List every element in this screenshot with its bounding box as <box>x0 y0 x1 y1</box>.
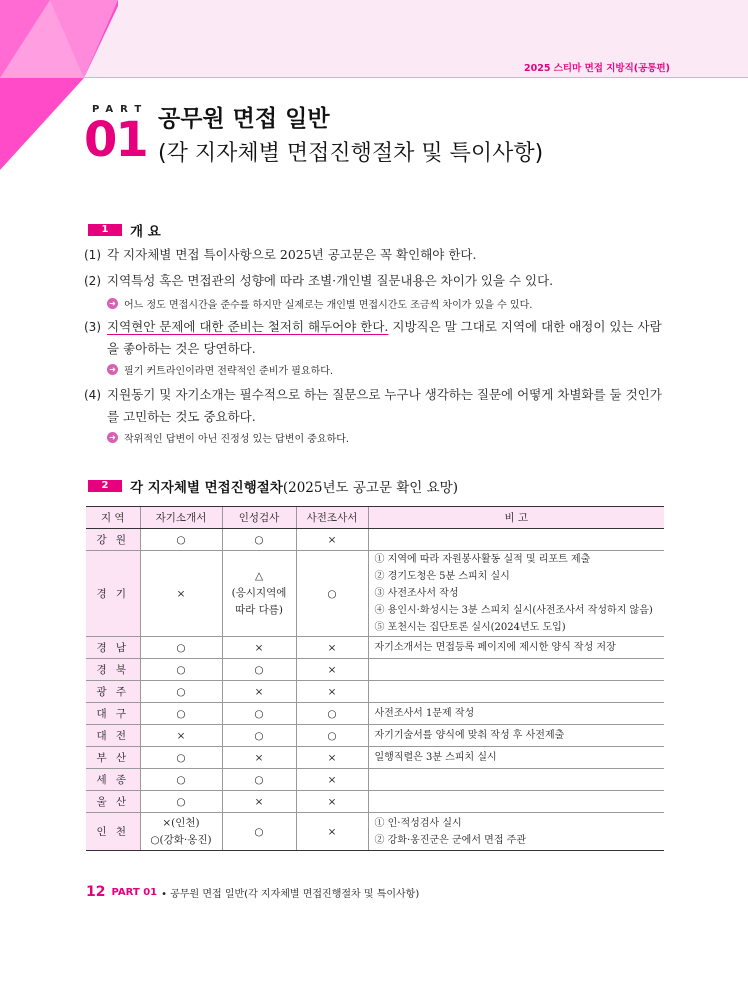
item-text-emphasis: 지역현안 문제에 대한 준비는 철저히 해두어야 한다. <box>107 319 389 334</box>
note <box>107 296 532 311</box>
cell-remarks-line: ③ 사전조사서 작성 <box>374 588 459 599</box>
note <box>107 430 349 445</box>
cell-remarks-line: ④ 용인시·화성시는 3분 스피치 실시(사전조사서 작성하지 않음) <box>374 605 653 616</box>
cell-personality: ○ <box>222 659 296 681</box>
arrow-icon: ➜ <box>107 432 118 443</box>
cell-remarks <box>368 813 664 851</box>
col-header-intro: 자기소개서 <box>140 507 222 529</box>
cell-intro: ○ <box>140 791 222 813</box>
cell-personality-line: (응시지역에 <box>231 587 287 599</box>
cell-region: 대 전 <box>86 725 140 747</box>
cell-intro: × <box>140 725 222 747</box>
cell-personality <box>222 551 296 637</box>
footer-part: PART 01 <box>111 886 158 898</box>
cell-remarks <box>368 551 664 637</box>
note-text: 어느 정도 면접시간을 준수를 하지만 실제로는 개인별 면접시간도 조금씩 차이가 있을 수 있다. <box>124 300 533 311</box>
cell-personality: × <box>222 747 296 769</box>
cell-region: 대 구 <box>86 703 140 725</box>
running-title: 2025 스티마 면접 지방직(공통편) <box>524 63 670 74</box>
cell-region: 부 산 <box>86 747 140 769</box>
arrow-icon: ➜ <box>107 364 118 375</box>
cell-region: 강 원 <box>86 529 140 551</box>
cell-remarks-line: 자기소개서는 면접등록 페이지에 제시한 양식 작성 저장 <box>374 642 616 653</box>
table-header-row <box>86 507 664 529</box>
cell-intro: ○ <box>140 529 222 551</box>
cell-personality-line: △ <box>254 570 264 582</box>
section-badge: 2 <box>88 480 122 492</box>
cell-region: 울 산 <box>86 791 140 813</box>
cell-region: 인 천 <box>86 813 140 851</box>
cell-remarks-line: 자기기술서를 양식에 맞춰 작성 후 사전제출 <box>374 730 565 741</box>
cell-intro-line: ×(인천) <box>162 816 200 829</box>
part-number: 01 <box>84 112 147 168</box>
cell-personality: ○ <box>222 703 296 725</box>
cell-personality: × <box>222 637 296 659</box>
table-row <box>86 791 664 813</box>
list-item <box>84 384 664 428</box>
cell-intro: ○ <box>140 747 222 769</box>
cell-remarks <box>368 703 664 725</box>
item-number: (1) <box>84 248 101 262</box>
cell-remarks-line: ⑤ 포천시는 집단토론 실시(2024년도 도입) <box>374 622 566 633</box>
cell-survey: × <box>296 769 368 791</box>
section-title: 각 지자체별 면접진행절차 <box>130 480 283 496</box>
cell-remarks <box>368 725 664 747</box>
cell-personality: × <box>222 791 296 813</box>
table-row <box>86 769 664 791</box>
page-number: 12 <box>86 884 106 900</box>
header-rule <box>0 77 748 78</box>
arrow-icon: ➜ <box>107 298 118 309</box>
cell-personality: ○ <box>222 725 296 747</box>
cell-remarks-line: ② 경기도청은 5분 스피치 실시 <box>374 571 510 582</box>
cell-intro: ○ <box>140 769 222 791</box>
item-text: 지역특성 혹은 면접관의 성향에 따라 조별·개인별 질문내용은 차이가 있을 수 있다. <box>107 273 554 288</box>
section-1-heading <box>88 220 161 240</box>
cell-survey: × <box>296 681 368 703</box>
item-text: 지방직은 말 그대로 지역에 대한 애정이 있는 사람을 좋아하는 것은 당연하다. <box>107 319 662 356</box>
cell-remarks <box>368 681 664 703</box>
page-footer <box>86 884 419 900</box>
table-row <box>86 747 664 769</box>
cell-personality: × <box>222 681 296 703</box>
cell-survey: × <box>296 813 368 851</box>
item-text: 각 지자체별 면접 특이사항으로 2025년 공고문은 꼭 확인해야 한다. <box>107 247 477 262</box>
cell-intro: ○ <box>140 637 222 659</box>
note <box>107 362 333 377</box>
cell-remarks <box>368 791 664 813</box>
table-row <box>86 551 664 637</box>
cell-remarks <box>368 747 664 769</box>
footer-text: • 공무원 면접 일반(각 지자체별 면접진행절차 및 특이사항) <box>161 888 420 900</box>
cell-remarks-line: ① 인·적성검사 실시 <box>374 817 462 829</box>
section-title: 개 요 <box>130 224 161 240</box>
cell-region: 광 주 <box>86 681 140 703</box>
cell-remarks <box>368 637 664 659</box>
cell-intro <box>140 813 222 851</box>
table-row <box>86 659 664 681</box>
cell-remarks-line: 사전조사서 1문제 작성 <box>374 708 475 719</box>
cell-personality: ○ <box>222 813 296 851</box>
note-text: 작위적인 답변이 아닌 진정성 있는 답변이 중요하다. <box>124 434 350 445</box>
cell-survey: × <box>296 659 368 681</box>
table-row <box>86 725 664 747</box>
cell-remarks <box>368 769 664 791</box>
section-2-heading <box>88 476 458 496</box>
part-label: PART <box>92 104 149 115</box>
cell-survey: ○ <box>296 703 368 725</box>
list-item <box>84 270 664 292</box>
cell-survey: × <box>296 791 368 813</box>
table-row <box>86 637 664 659</box>
note-text: 필기 커트라인이라면 전략적인 준비가 필요하다. <box>124 366 334 377</box>
col-header-survey: 사전조사서 <box>296 507 368 529</box>
section-badge: 1 <box>88 224 122 236</box>
cell-intro: ○ <box>140 659 222 681</box>
table-row <box>86 681 664 703</box>
item-number: (3) <box>84 320 101 334</box>
table-row <box>86 813 664 851</box>
table-row <box>86 529 664 551</box>
cell-survey: × <box>296 529 368 551</box>
cell-personality-line: 따라 다름) <box>234 604 283 616</box>
cell-remarks-line: ② 강화·옹진군은 군에서 면접 주관 <box>374 834 526 846</box>
section-title-note: (2025년도 공고문 확인 요망) <box>282 480 458 496</box>
cell-region: 경 북 <box>86 659 140 681</box>
col-header-region: 지 역 <box>86 507 140 529</box>
cell-remarks <box>368 529 664 551</box>
cell-survey: ○ <box>296 725 368 747</box>
cell-remarks-line: 일행직렬은 3분 스피치 실시 <box>374 752 497 763</box>
list-item <box>84 244 664 266</box>
cell-personality: ○ <box>222 529 296 551</box>
item-number: (2) <box>84 274 101 288</box>
cell-intro: ○ <box>140 703 222 725</box>
cell-intro: × <box>140 551 222 637</box>
cell-personality: ○ <box>222 769 296 791</box>
cell-region: 경 남 <box>86 637 140 659</box>
list-item <box>84 316 664 360</box>
cell-region: 세 종 <box>86 769 140 791</box>
col-header-personality: 인성검사 <box>222 507 296 529</box>
chapter-title: 공무원 면접 일반 <box>158 106 330 132</box>
procedure-table <box>86 506 664 851</box>
cell-survey: × <box>296 747 368 769</box>
item-text: 지원동기 및 자기소개는 필수적으로 하는 질문으로 누구나 생각하는 질문에 어떻게 차별화를 둘 것인가를 고민하는 것도 중요하다. <box>107 387 662 424</box>
cell-region: 경 기 <box>86 551 140 637</box>
cell-remarks-line: ① 지역에 따라 자원봉사활동 실적 및 리포트 제출 <box>374 554 591 565</box>
table-row <box>86 703 664 725</box>
col-header-remarks: 비 고 <box>368 507 664 529</box>
item-number: (4) <box>84 388 101 402</box>
cell-remarks <box>368 659 664 681</box>
cell-survey: × <box>296 637 368 659</box>
cell-survey: ○ <box>296 551 368 637</box>
chapter-subtitle: (각 지자체별 면접진행절차 및 특이사항) <box>158 141 544 166</box>
cell-intro-line: ○(강화·옹진) <box>150 833 212 846</box>
cell-intro: ○ <box>140 681 222 703</box>
